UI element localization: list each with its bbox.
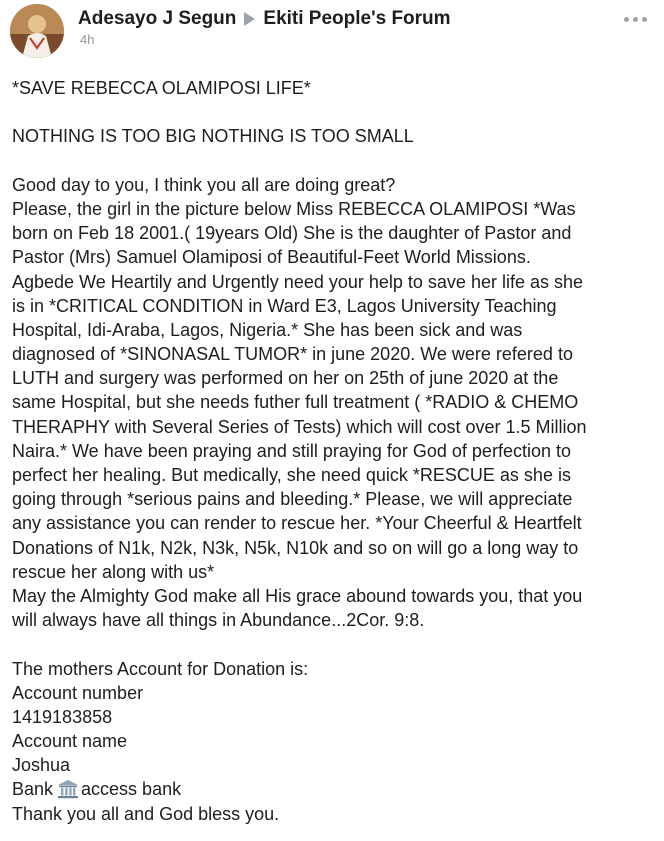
post-text-line: same Hospital, but she needs futher full treatment ( *RADIO & CHEMO [12,392,579,413]
bank-line [12,777,658,801]
bank-value: access bank [81,779,182,800]
post-text-line: diagnosed of *SINONASAL TUMOR* in june 2020. We were refered to [12,344,573,365]
post-timestamp[interactable]: 4h [80,32,95,47]
post-text [12,76,658,777]
post-text-line: Good day to you, I think you all are doing great? [12,174,396,195]
post-text-line: Pastor (Mrs) Samuel Olamiposi of Beautiful-Feet World Missions. [12,247,531,268]
closing-line: Thank you all and God bless you. [12,803,280,824]
post-text-line: NOTHING IS TOO BIG NOTHING IS TOO SMALL [12,126,414,147]
post-header [0,0,664,60]
post-author-row [78,6,451,32]
more-options-icon[interactable] [624,14,650,24]
post-text-line: going through *serious pains and bleeding.* Please, we will appreciate [12,489,573,510]
post-text-line: THERAPHY with Several Series of Tests) which will cost over 1.5 Million [12,416,587,437]
post-text-line: rescue her along with us* [12,561,215,582]
author-name[interactable]: Adesayo J Segun [78,8,237,29]
group-name[interactable]: Ekiti People's Forum [263,8,451,29]
post-text-line: 1419183858 [12,706,113,727]
post-text-line: Hospital, Idi-Araba, Lagos, Nigeria.* She has been sick and was [12,319,523,340]
post-body [12,76,658,826]
bank-label: Bank [12,779,54,800]
blank-line [12,632,658,656]
post-text-line: Please, the girl in the picture below Miss REBECCA OLAMIPOSI *Was [12,198,576,219]
post-text-line: LUTH and surgery was performed on her on 25th of june 2020 at the [12,368,559,389]
post-text-line: *SAVE REBECCA OLAMIPOSI LIFE* [12,78,311,98]
post-text-line: The mothers Account for Donation is: [12,658,309,679]
post-text-line: Donations of N1k, N2k, N3k, N5k, N10k and so on will go a long way to [12,537,579,558]
post-text-line: is in *CRITICAL CONDITION in Ward E3, Lagos University Teaching [12,295,557,316]
post-text-line: born on Feb 18 2001.( 19years Old) She is the daughter of Pastor and [12,223,572,244]
post-text-line: Account name [12,731,128,752]
post-text-line: any assistance you can render to rescue her. *Your Cheerful & Heartfelt [12,513,582,534]
post-text-line: Joshua [12,755,71,776]
bank-building-icon [57,779,79,799]
post-text-line: May the Almighty God make all His grace abound towards you, that you [12,585,583,606]
avatar[interactable] [10,4,64,58]
post-text-line: Account number [12,682,144,703]
post-text-line: perfect her healing. But medically, she need quick *RESCUE as she is [12,465,571,485]
blank-line [12,100,658,124]
post-text-line: will always have all things in Abundance...2Cor. 9:8. [12,610,425,631]
triangle-right-icon [244,12,255,26]
blank-line [12,149,658,173]
post-text-line: Naira.* We have been praying and still praying for God of perfection to [12,440,571,461]
post-text-line: Agbede We Heartily and Urgently need your help to save her life as she [12,271,583,292]
